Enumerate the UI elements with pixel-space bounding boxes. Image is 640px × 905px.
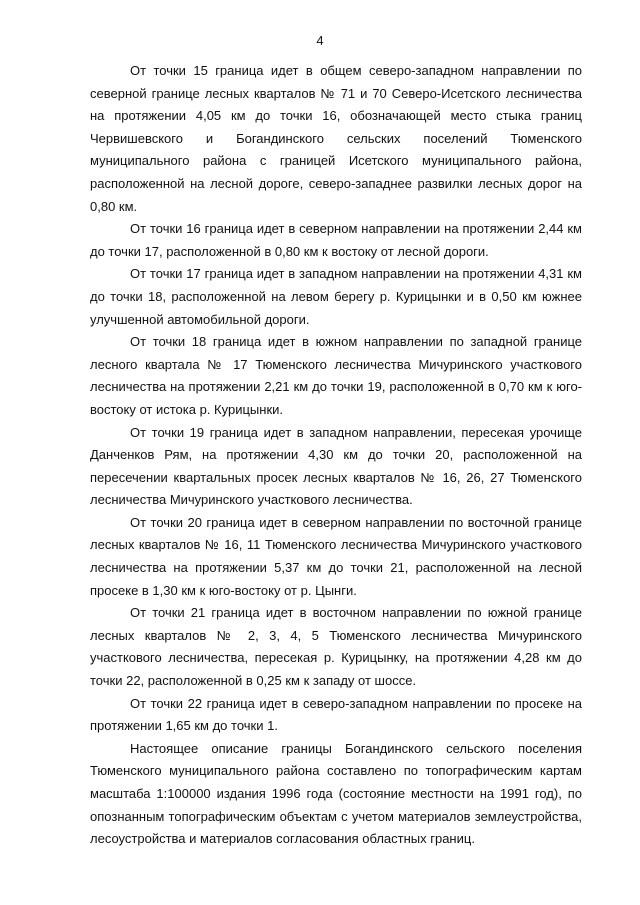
paragraph-point-22: От точки 22 граница идет в северо-западном направлении по просеке на протяжении 1,65 км до точки 1. bbox=[90, 695, 582, 734]
document-body bbox=[90, 60, 582, 851]
paragraph-point-19: От точки 19 граница идет в западном направлении, пересекая урочище Данченков Рям, на протяжении 4,30 км до точки 20, расположенной на пересечении квартальных просек лесных кварталов № 16, 26, 27 Тюменского лесничества Мичуринского участкового лесничества. bbox=[90, 424, 582, 508]
paragraph-point-16: От точки 16 граница идет в северном направлении на протяжении 2,44 км до точки 17, расположенной в 0,80 км к востоку от лесной дороги. bbox=[90, 221, 582, 259]
paragraph-point-21: От точки 21 граница идет в восточном направлении по южной границе лесных кварталов № 2, 3, 4, 5 Тюменского лесничества Мичуринского участкового лесничества, пересекая р. Курицынку, на протяжении 4,28 км до точки 22, расположенной в 0,25 км к западу от шоссе. bbox=[90, 605, 582, 689]
paragraph-point-15: От точки 15 граница идет в общем северо-западном направлении по северной границе лесных кварталов № 71 и 70 Северо-Исетского лесничества на протяжении 4,05 км до точки 16, обозначающей место стыка границ Червишевского и Богандинского сельских поселений Тюменского муниципального района с границей Исетского муниципального района, расположенной на лесной дороге, северо-западнее развилки лесных дорог на 0,80 км. bbox=[90, 63, 582, 214]
paragraph-point-20: От точки 20 граница идет в северном направлении по восточной границе лесных кварталов № 16, 11 Тюменского лесничества Мичуринского участкового лесничества на протяжении 5,37 км до точки 21, расположенной на лесной просеке в 1,30 км к юго-востоку от р. Цынги. bbox=[90, 514, 582, 598]
paragraph-point-17: От точки 17 граница идет в западном направлении на протяжении 4,31 км до точки 18, расположенной на левом берегу р. Курицынки и в 0,50 км южнее улучшенной автомобильной дороги. bbox=[90, 266, 582, 327]
paragraph-closing-note: Настоящее описание границы Богандинского сельского поселения Тюменского муниципального района составлено по топографическим картам масштаба 1:100000 издания 1996 года (состояние местности на 1991 год), по опознанным топографическим объектам с учетом материалов землеустройства, лесоустройства и материалов согласования областных границ. bbox=[90, 740, 582, 847]
page-number: 4 bbox=[316, 33, 324, 48]
paragraph-point-18: От точки 18 граница идет в южном направлении по западной границе лесного квартала № 17 Тюменского лесничества Мичуринского участкового лесничества на протяжении 2,21 км до точки 19, расположенной в 0,70 км к юго-востоку от истока р. Курицынки. bbox=[90, 334, 582, 417]
